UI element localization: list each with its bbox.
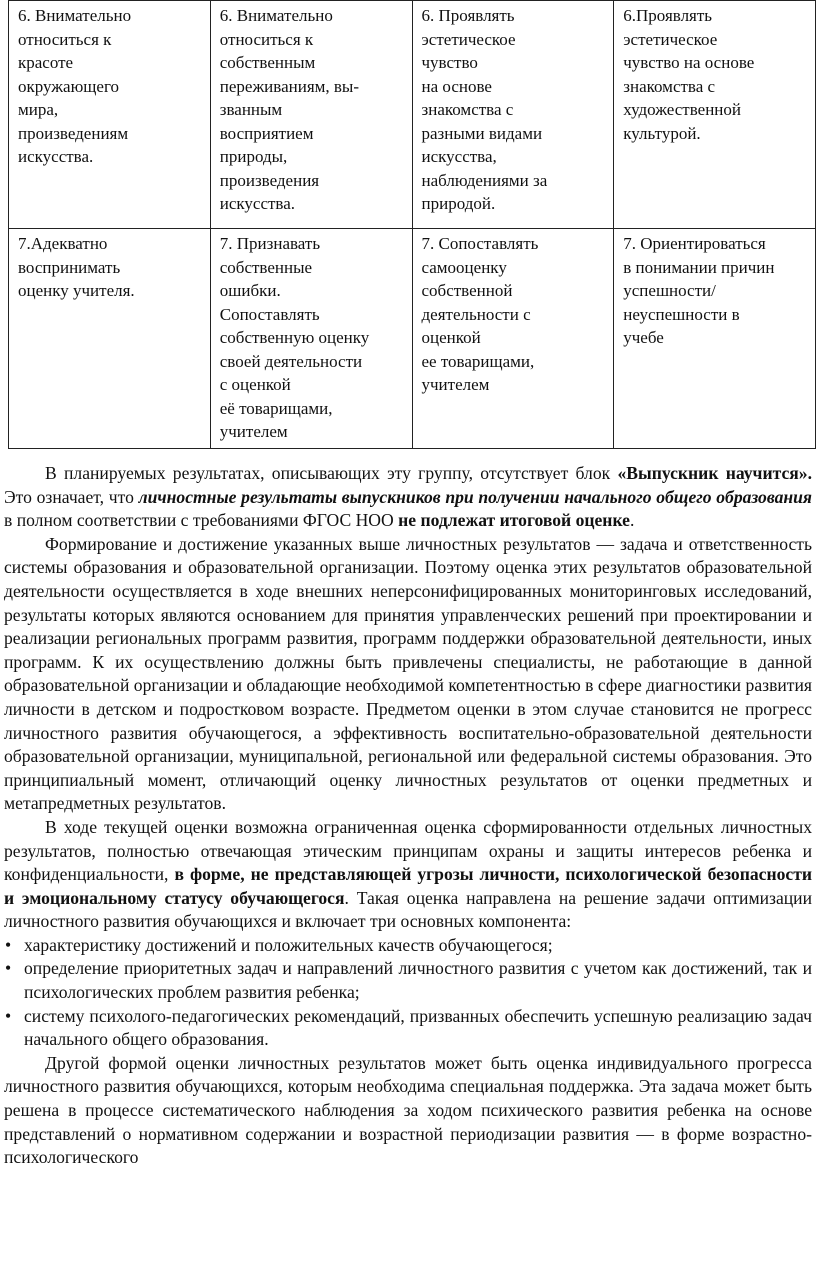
table-cell: 6. Внимательно относиться к красоте окружающего мира, произведениям искусства. (9, 1, 211, 229)
list-item-text: характеристику достижений и положительных качеств обучающегося; (24, 934, 553, 955)
bullet-icon: • (5, 958, 12, 979)
bold-italic-phrase: личностные результаты выпускников при получении начального общего образования (138, 486, 812, 507)
bold-phrase: в форме, не представляющей угрозы личности, психологической безопасности и эмоциональному статусу обучающегося (4, 864, 812, 908)
components-list (4, 934, 812, 1052)
text-span: . (629, 510, 635, 531)
table-cell: 7. Признавать собственные ошибки. Сопоставлять собственную оценку своей деятельности с оценкой её товарищами, учителем (210, 229, 412, 449)
list-item (4, 957, 812, 1004)
list-item (4, 1005, 812, 1052)
paragraph-formation: Формирование и достижение указанных выше личностных результатов — задача и ответственность системы образования и образовательной организации. Поэтому оценка этих результатов образовательной деятельности осуществляется в ходе внешних неперсонифицированных мониторинговых исследований, результаты которых являются основанием для принятия управленческих решений при проектировании и реализации региональных программ развития, программ поддержки образовательной деятельности, иных программ. К их осуществлению должны быть привлечены специалисты, не работающие в данной образовательной организации и обладающие необходимой компетентностью в сфере диагностики развития личности в детском и подростковом возрасте. Предметом оценки в этом случае становится не прогресс личностного развития обучающегося, а эффективность воспитательно-образовательной деятельности образовательной организации, муниципальной, региональной или федеральной системы образования. Это принципиальный момент, отличающий оценку личностных результатов от оценки предметных и метапредметных результатов. (4, 533, 812, 814)
table-row (9, 1, 816, 229)
results-table (8, 0, 816, 449)
table-row (9, 229, 816, 449)
body-text (4, 462, 812, 1170)
bullet-icon: • (5, 1005, 12, 1026)
table-cell: 7. Ориентироваться в понимании причин успешности/ неуспешности в учебе (614, 229, 816, 449)
paragraph-current-assessment (4, 816, 812, 934)
table-cell: 6. Внимательно относиться к собственным переживаниям, вы- званным восприятием природы, произведения искусства. (210, 1, 412, 229)
paragraph-individual-progress: Другой формой оценки личностных результатов может быть оценка индивидуального прогресса личностного развития обучающихся, которым необходима специальная поддержка. Эта задача может быть решена в процессе систематического наблюдения за ходом психического развития ребенка на основе представлений о нормативном содержании и возрастной периодизации развития — в форме возрастно-психологического (4, 1052, 812, 1168)
table-cell: 6. Проявлять эстетическое чувство на основе знакомства с разными видами искусства, наблюдениями за природой. (412, 1, 614, 229)
text-span: в полном соответствии с требованиями ФГОС НОО (4, 510, 399, 531)
table-cell: 6.Проявлять эстетическое чувство на основе знакомства с художественной культурой. (614, 1, 816, 229)
bullet-icon: • (5, 934, 12, 955)
bold-phrase: «Выпускник научится». (617, 463, 812, 483)
table-cell: 7.Адекватно воспринимать оценку учителя. (9, 229, 211, 449)
bold-phrase: не подлежат итоговой оценке (398, 510, 630, 531)
table-cell: 7. Сопоставлять самооценку собственной деятельности с оценкой ее товарищами, учителем (412, 229, 614, 449)
list-item-text: систему психолого-педагогических рекомендаций, призванных обеспечить успешную реализацию задач начального общего образования. (24, 1005, 812, 1050)
text-span: В ходе текущей оценки возможна ограниченная оценка сформированности отдельных личностных результатов, полностью отвечающая этическим принципам охраны и защиты интересов ребенка и конфиденциальности, (4, 816, 812, 885)
text-span: . Такая оценка направлена на решение задачи оптимизации личностного развития обучающихся и включает три основных компонента: (4, 887, 812, 932)
list-item (4, 934, 812, 958)
text-span: В планируемых результатах, описывающих эту группу, отсутствует блок (45, 463, 618, 483)
list-item-text: определение приоритетных задач и направлений личностного развития с учетом как достижений, так и психологических проблем развития ребенка; (24, 958, 812, 1003)
text-span: Это означает, что (4, 486, 139, 507)
paragraph-block-absence (4, 462, 812, 533)
